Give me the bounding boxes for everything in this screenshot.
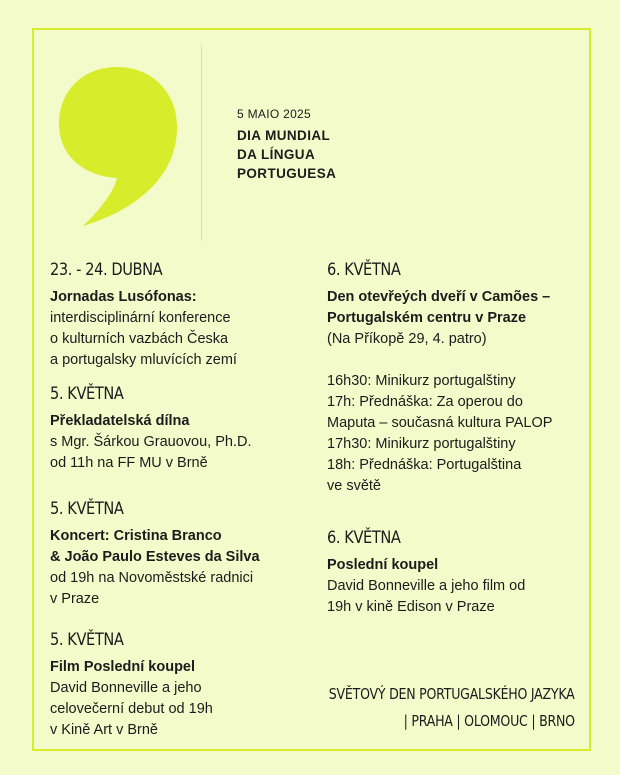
event-title: Překladatelská dílna [50,413,190,429]
event-title: Portugalském centru v Praze [327,310,527,326]
event-date: 5. KVĚTNA [50,499,124,519]
event-text-line: David Bonneville a jeho [50,680,202,696]
event-text-line: Maputa – současná kultura PALOP [327,415,553,431]
event-text-line: 19h v kině Edison v Praze [327,599,495,615]
header-divider [201,45,202,241]
event-text-line: v Kině Art v Brně [50,722,158,738]
footer-title: SVĚTOVÝ DEN PORTUGALSKÉHO JAZYKA [329,685,575,703]
event-text-line: celovečerní debut od 19h [50,701,213,717]
event-text-line: s Mgr. Šárkou Grauovou, Ph.D. [50,434,252,450]
event-date: 5. KVĚTNA [50,630,124,650]
event-text-line: (Na Příkopě 29, 4. patro) [327,331,487,347]
event-title: Koncert: Cristina Branco [50,528,222,544]
event-text-line: 17h30: Minikurz portugalštiny [327,436,516,452]
masthead [237,107,336,183]
event-title: Jornadas Lusófonas: [50,289,197,305]
event-block [50,629,320,741]
event-text-line: o kulturních vazbách Česka [50,331,229,347]
event-text-line: 17h: Přednáška: Za operou do [327,394,523,410]
event-block [50,383,320,474]
event-block [50,259,320,371]
masthead-date: 5 MAIO 2025 [237,107,312,121]
masthead-title-line: DIA MUNDIAL [237,128,331,143]
event-text-line: 16h30: Minikurz portugalštiny [327,373,516,389]
event-block [327,527,597,618]
event-text-line: David Bonneville a jeho film od [327,578,526,594]
event-text-line: ve světě [327,478,381,494]
masthead-title [237,126,336,183]
event-date: 6. KVĚTNA [327,528,401,548]
speech-comma-logo [57,63,177,228]
footer-cities: | PRAHA | OLOMOUC | BRNO [403,712,575,730]
event-date: 23. - 24. DUBNA [50,260,163,280]
event-date: 5. KVĚTNA [50,384,124,404]
event-block [327,259,597,497]
event-text-line: od 11h na FF MU v Brně [50,455,208,471]
masthead-title-line: PORTUGUESA [237,166,337,181]
event-text-line: od 19h na Novoměstské radnici [50,570,254,586]
event-title: Poslední koupel [327,557,439,573]
event-spacer [327,350,597,371]
event-text-line: a portugalsky mluvících zemí [50,352,237,368]
event-title: & João Paulo Esteves da Silva [50,549,260,565]
event-text-line: v Praze [50,591,100,607]
event-text-line: 18h: Přednáška: Portugalština [327,457,522,473]
event-text-line: interdisciplinární konference [50,310,231,326]
event-block [50,498,320,610]
event-title: Den otevřeých dveří v Camões – [327,289,551,305]
masthead-title-line: DA LÍNGUA [237,147,316,162]
event-date: 6. KVĚTNA [327,260,401,280]
event-title: Film Poslední koupel [50,659,196,675]
